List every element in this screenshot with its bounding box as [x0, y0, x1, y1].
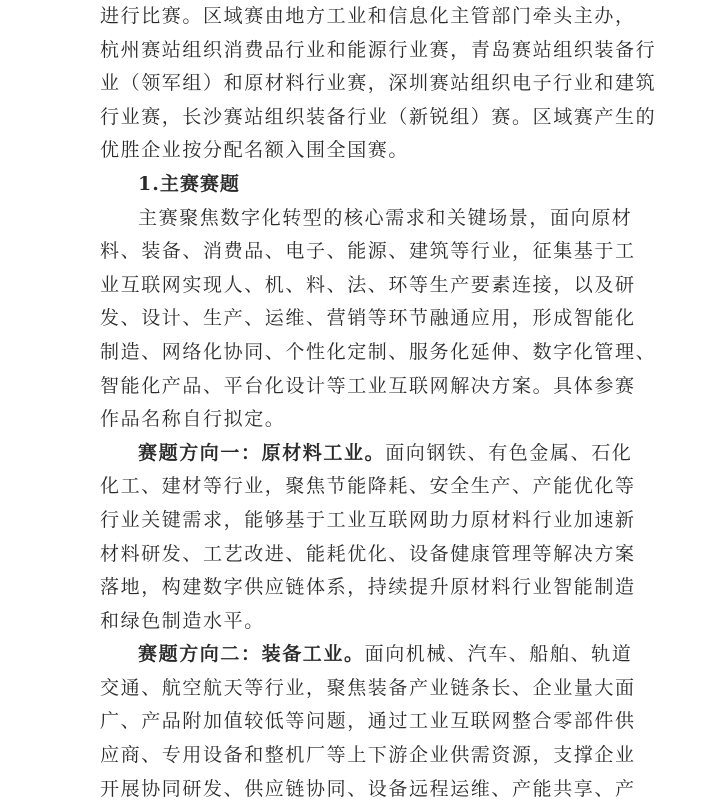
- paragraph-line: 发、设计、生产、运维、营销等环节融通应用，形成智能化: [100, 307, 636, 330]
- section-heading: 1.主赛赛题: [138, 172, 240, 195]
- topic-text: 面向机械、汽车、船舶、轨道: [364, 643, 633, 666]
- paragraph-line: 优胜企业按分配名额入围全国赛。: [100, 139, 410, 162]
- paragraph-line: 进行比赛。区域赛由地方工业和信息化主管部门牵头主办，: [100, 5, 636, 27]
- paragraph-line: 制造、网络化协同、个性化定制、服务化延伸、数字化管理、: [100, 340, 657, 363]
- paragraph-line: 杭州赛站组织消费品行业和能源行业赛，青岛赛站组织装备行: [100, 38, 657, 61]
- topic-title: 赛题方向一：原材料工业。: [138, 441, 386, 464]
- topic-title: 赛题方向二：装备工业。: [138, 643, 365, 666]
- topic-line: [100, 437, 633, 471]
- paragraph-line: 广、产品附加值较低等问题，通过工业互联网整合零部件供: [100, 710, 636, 733]
- paragraph-line: 业互联网实现人、机、料、法、环等生产要素连接，以及研: [100, 273, 636, 296]
- paragraph-line: 行业关键需求，能够基于工业互联网助力原材料行业加速新: [100, 508, 636, 531]
- document-page: [100, 0, 657, 806]
- paragraph-line: 开展协同研发、供应链协同、设备远程运维、产能共享、产: [100, 777, 636, 800]
- paragraph-line: 主赛聚焦数字化转型的核心需求和关键场景，面向原材: [138, 206, 633, 229]
- paragraph-line: 行业赛，长沙赛站组织装备行业（新锐组）赛。区域赛产生的: [100, 105, 657, 128]
- paragraph-line: 和绿色制造水平。: [100, 609, 265, 632]
- paragraph-line: 材料研发、工艺改进、能耗优化、设备健康管理等解决方案: [100, 542, 636, 565]
- paragraph-line: 落地，构建数字供应链体系，持续提升原材料行业智能制造: [100, 576, 636, 599]
- paragraph-line: 应商、专用设备和整机厂等上下游企业供需资源，支撑企业: [100, 744, 636, 767]
- paragraph-line: 业（领军组）和原材料行业赛，深圳赛站组织电子行业和建筑: [100, 72, 657, 95]
- paragraph-line: 化工、建材等行业，聚焦节能降耗、安全生产、产能优化等: [100, 475, 636, 498]
- paragraph-line: 交通、航空航天等行业，聚焦装备产业链条长、企业量大面: [100, 676, 636, 699]
- paragraph-line: 料、装备、消费品、电子、能源、建筑等行业，征集基于工: [100, 240, 636, 263]
- paragraph-line: 智能化产品、平台化设计等工业互联网解决方案。具体参赛: [100, 374, 636, 397]
- topic-text: 面向钢铁、有色金属、石化: [385, 441, 633, 464]
- topic-line: [100, 638, 633, 672]
- paragraph-line: 作品名称自行拟定。: [100, 408, 286, 431]
